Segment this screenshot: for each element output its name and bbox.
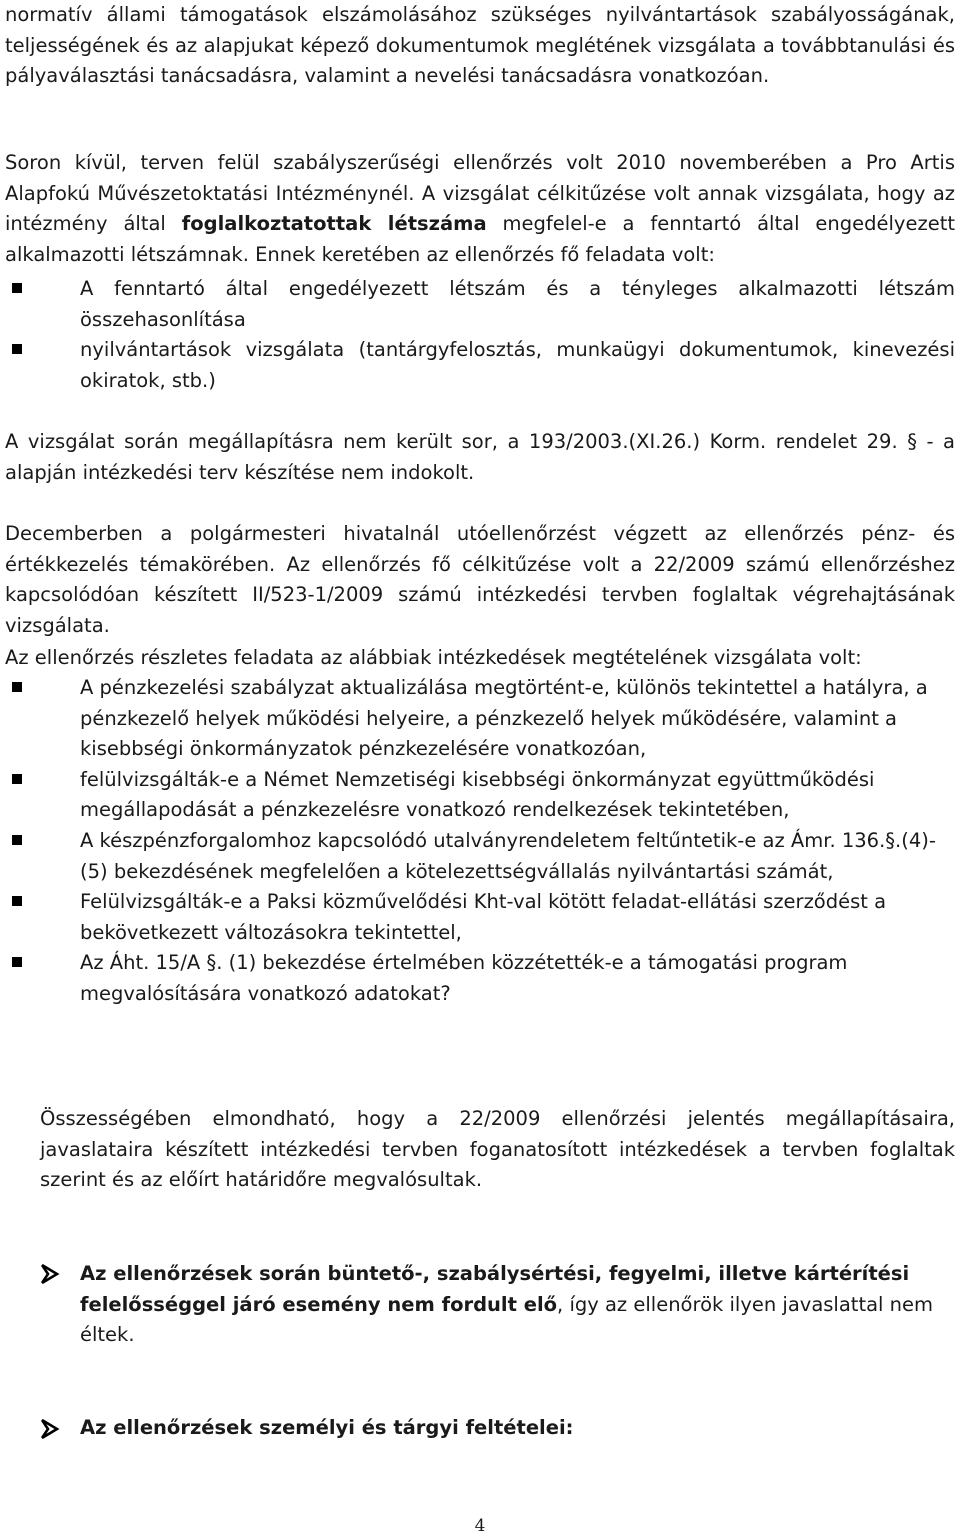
list-item-text: A készpénzforgalomhoz kapcsolódó utalványrendeletem feltűntetik-e az Ámr. 136. <box>80 828 886 852</box>
bold-text-headcount: foglalkoztatottak létszáma <box>181 212 487 236</box>
paragraph-detailed-task: Az ellenőrzés részletes feladata az alábbiak intézkedések megtételének vizsgálata volt: <box>5 646 862 669</box>
list-item-text: nyilvántartások vizsgálata (tantárgyfelosztás, munkaügyi dokumentumok, kinevezési okiratok, stb.) <box>80 338 955 392</box>
square-bullet-icon <box>12 896 22 906</box>
list-item <box>5 826 955 887</box>
list-item-text: A pénzkezelési szabályzat aktualizálása megtörtént-e, különös tekintettel a hatályra, a pénzkezelő helyek működési helyeire, a pénzkezelő helyek működésére, valamint a kisebbségi önkormányzatok pénzkezelésére vonatkozóan, <box>80 676 928 761</box>
list-item <box>5 948 955 1009</box>
section-conditions-heading <box>80 1413 955 1444</box>
square-bullet-icon <box>12 344 22 354</box>
text-run: A vizsgálat során megállapításra nem került sor, a 193/2003.(XI.26.) Korm. rendelet 29. <box>5 430 898 453</box>
paragraph-intro: normatív állami támogatások elszámolásához szükséges nyilvántartások szabályosságának, teljességének és az alapjukat képező dokumentumok meglétének vizsgálata a továbbtanulási és pályaválasztási tanácsadásra, valamint a nevelési tanácsadásra vonatkozóan. <box>5 3 955 88</box>
section-heading-bold: Az ellenőrzések személyi és tárgyi feltételei: <box>80 1416 574 1439</box>
list-item-text: Az Áht. 15/A <box>80 951 201 975</box>
text-run: - a alapján intézkedési terv készítése nem indokolt. <box>5 430 955 484</box>
section-sign: § <box>885 828 896 852</box>
square-bullet-icon <box>12 283 22 293</box>
list-item-text: . (1) bekezdése értelmében közzétették-e a támogatási program megvalósítására vonatkozó adatokat? <box>80 951 848 1005</box>
paragraph-summary: Összességében elmondható, hogy a 22/2009 ellenőrzési jelentés megállapításaira, javaslataira készített intézkedési tervben foganatosított intézkedések a tervben foglaltak szerint és az előírt határidőre megvalósultak. <box>40 1107 955 1192</box>
section-sign: § <box>907 430 917 453</box>
text-run: Soron kívül, terven felül szabályszerűségi ellenőrzés volt 2010 novemberében a Pro Artis Alapfokú Művészetoktatási Intézménynél. A vizsgálat célkitűzése volt annak vizsgálata, hogy az intézmény által <box>5 151 955 236</box>
list-item <box>5 274 955 335</box>
arrow-bullet-icon <box>40 1418 60 1440</box>
text-run: , így az ellenőrök ilyen javaslattal nem éltek. <box>80 1292 934 1347</box>
square-bullet-icon <box>12 682 22 692</box>
list-item-text: A fenntartó által engedélyezett létszám és a tényleges alkalmazotti létszám összehasonlítása <box>80 277 955 331</box>
section-sign: § <box>206 951 217 975</box>
bullet-list-measures <box>5 673 955 1010</box>
list-item-text: .(4)-(5) bekezdésének megfelelően a kötelezettségvállalás nyilvántartási számát, <box>80 828 936 883</box>
text-run: megfelel-e a fenntartó által engedélyezett alkalmazotti létszámnak. Ennek keretében az ellenőrzés fő feladata volt: <box>5 212 955 266</box>
page-number: 4 <box>474 1516 486 1536</box>
paragraph-follow-up: Decemberben a polgármesteri hivatalnál utóellenőrzést végzett az ellenőrzés pénz- és értékkezelés témakörében. Az ellenőrzés fő célkitűzése volt a 22/2009 számú ellenőrzéshez kapcsolódóan készített II/523-1/2009 számú intézkedési tervben foglaltak végrehajtásának vizsgálata. <box>5 522 955 637</box>
list-item <box>5 673 955 765</box>
list-item-text: felülvizsgálták-e a Német Nemzetiségi kisebbségi önkormányzat együttműködési megállapodását a pénzkezelésre vonatkozó rendelkezések tekintetében, <box>80 767 875 822</box>
section-penalties <box>80 1259 955 1351</box>
paragraph-pro-artis <box>5 148 955 270</box>
section-heading-bold: Az ellenőrzések során büntető-, szabálysértési, fegyelmi, illetve kártérítési felelősséggel járó esemény nem fordult elő <box>80 1262 910 1316</box>
arrow-bullet-icon <box>40 1263 60 1285</box>
paragraph-no-findings <box>5 427 955 488</box>
list-item <box>5 335 955 396</box>
bullet-list-tasks <box>5 274 955 396</box>
list-item <box>5 887 955 948</box>
square-bullet-icon <box>12 774 22 784</box>
list-item <box>5 765 955 826</box>
list-item-text: Felülvizsgálták-e a Paksi közművelődési Kht-val kötött feladat-ellátási szerződést a bekövetkezett változásokra tekintettel, <box>80 890 887 944</box>
square-bullet-icon <box>12 835 22 845</box>
square-bullet-icon <box>12 957 22 967</box>
